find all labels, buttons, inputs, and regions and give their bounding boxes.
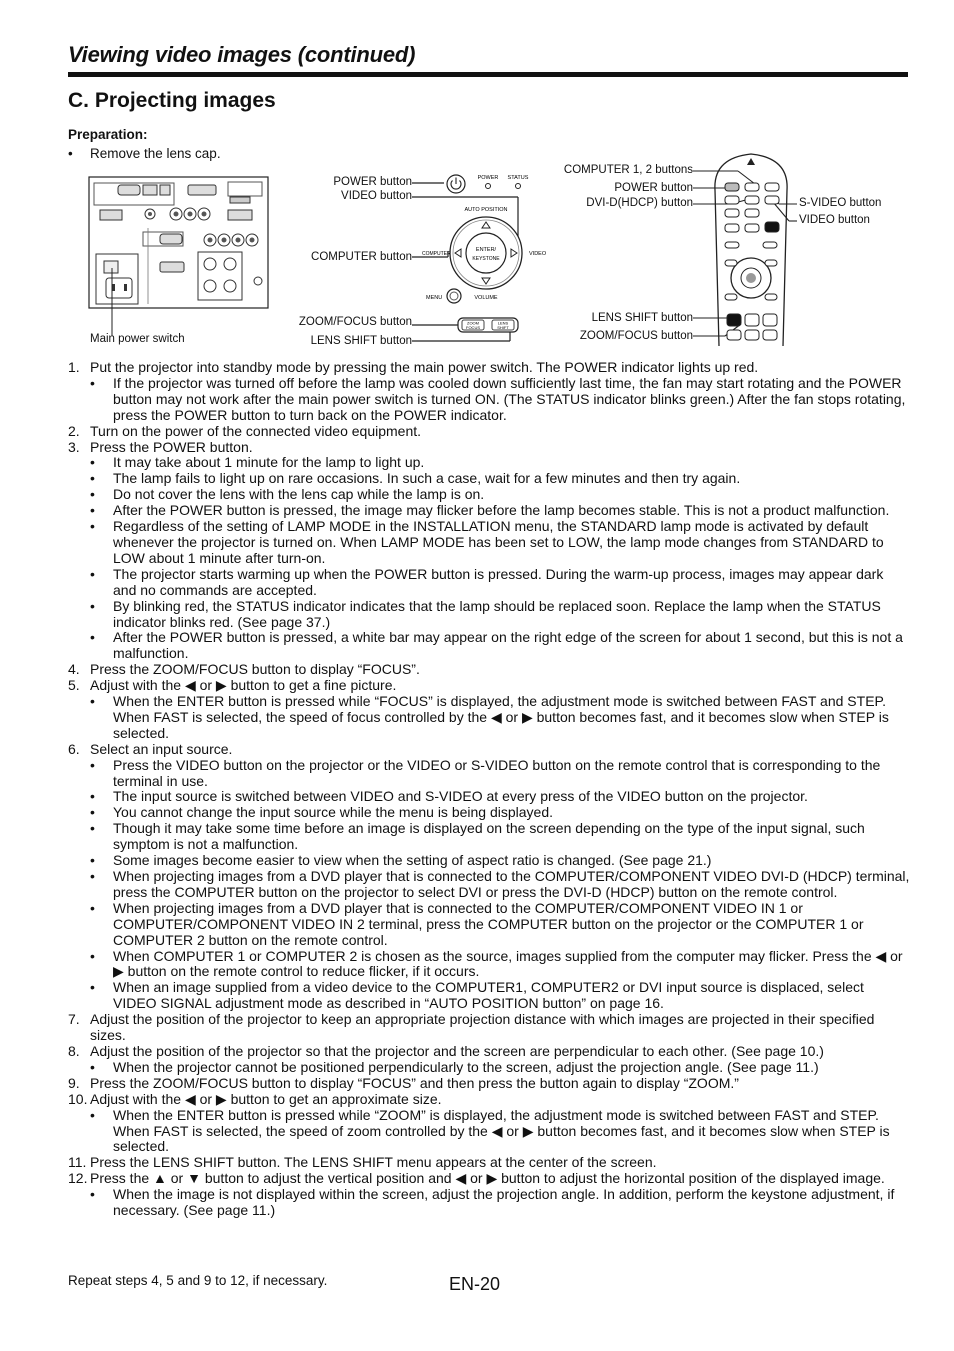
panel-computer-button-label: COMPUTER button [311,251,412,263]
step-bullet [68,1108,910,1156]
step-bullet [68,758,910,790]
step-number: 2. [68,422,80,439]
section-title: C. Projecting images [68,89,276,112]
bullet-text: Though it may take some time before an image is displayed on the screen depending on the type of the input signal, such symptom is not a malfunction. [113,820,865,853]
step-item [68,678,910,694]
bullet-text: It may take about 1 minute for the lamp to light up. [113,454,425,471]
bullet-text: If the projector was turned off before the lamp was cooled down sufficiently last time, the fan may start rotating and the POWER button may not work after the main power switch is turned ON. (The STATUS indicator blinks green.) After the fan stops rotating, press the POWER button to turn back on the POWER indicator. [113,374,906,423]
remote-lens-shift-button-label: LENS SHIFT button [591,312,693,324]
bullet-text: When the ENTER button is pressed while “FOCUS” is displayed, the adjustment mode is switched between FAST and STEP. When FAST is selected, the speed of focus controlled by the ◀ or ▶ button becomes fast, and it becomes slow when STEP is selected. [113,693,889,741]
step-number: 6. [68,740,80,757]
bullet-mark: • [90,502,95,519]
remote-dvi-button-label: DVI-D(HDCP) button [586,197,693,209]
panel-video-button-label: VIDEO button [341,190,412,202]
step-number: 5. [68,677,80,694]
video-text: VIDEO [529,251,547,257]
step-text: Select an input source. [90,740,233,757]
step-number: 7. [68,1011,80,1028]
step-text: Adjust the position of the projector to keep an appropriate projection distance with which images are projected in their specified sizes. [90,1011,875,1044]
bullet-mark: • [90,820,95,837]
step-text: Put the projector into standby mode by pressing the main power switch. The POWER indicator lights up red. [90,359,759,375]
remote-svideo-button-label: S-VIDEO button [799,197,882,209]
bullet-mark: • [90,629,95,646]
step-item [68,742,910,758]
remote-video-button-label: VIDEO button [799,214,870,226]
header-rule [68,72,908,77]
step-item [68,1044,910,1060]
step-bullet [68,599,910,631]
step-text: Adjust the position of the projector so that the projector and the screen are perpendicular to each other. (See page 10.) [90,1042,824,1059]
step-number: 1. [68,359,80,375]
step-item [68,1171,910,1187]
focus-text: FOCUS [466,325,480,330]
page-number: EN-20 [449,1274,501,1294]
bullet-text: Some images become easier to view when the setting of aspect ratio is changed. (See page 21.) [113,852,712,869]
step-number: 10. [68,1090,88,1107]
remote-power-button-label: POWER button [614,182,693,194]
bullet-text: By blinking red, the STATUS indicator indicates that the lamp should be replaced soon. Replace the lamp when the STATUS indicator blinks red. (See page 37.) [113,597,881,630]
computer-text: COMPUTER [422,251,451,257]
bullet-text: The lamp fails to light up on rare occasions. In such a case, wait for a few minutes and then try again. [113,470,741,487]
volume-text: VOLUME [474,295,498,301]
bullet-text: When projecting images from a DVD player that is connected to the COMPUTER/COMPONENT VIDEO IN 1 or COMPUTER/COMPONENT VIDEO IN 2 terminal, press the COMPUTER button on the projector or the COMPUTER 1 or COMPUTER 2 button on the remote control. [113,899,864,948]
step-bullet [68,853,910,869]
keystone-text: KEYSTONE [472,256,500,262]
step-item [68,1012,910,1044]
step-number: 12. [68,1170,88,1187]
bullet-mark: • [90,470,95,487]
bullet-text: When the ENTER button is pressed while “ZOOM” is displayed, the adjustment mode is switched between FAST and STEP. When FAST is selected, the speed of zoom controlled by the ◀ or ▶ button becomes fast, and it becomes slow when STEP is selected. [113,1106,890,1155]
bullet-mark: • [90,804,95,821]
steps-list [68,360,910,1219]
preparation-heading: Preparation: [68,127,148,142]
bullet-text: The projector starts warming up when the POWER button is pressed. During the warm-up process, images may appear dark and no commands are accepted. [113,565,884,598]
step-item [68,662,910,678]
zoom-text: ZOOM [467,320,479,326]
step-text: Adjust with the ◀ or ▶ button to get an approximate size. [90,1090,442,1107]
step-number: 8. [68,1042,80,1059]
step-bullet [68,487,910,503]
bullet-mark: • [90,868,95,884]
panel-lens-shift-button-label: LENS SHIFT button [310,335,412,347]
step-number: 9. [68,1074,80,1091]
bullet-text: When an image supplied from a video device to the COMPUTER1, COMPUTER2 or DVI input source is displaced, select VIDEO SIGNAL adjustment mode as described in “AUTO POSITION button” on page 16. [113,979,864,1012]
power-text: POWER [477,175,499,181]
step-number: 3. [68,438,80,455]
step-bullet [68,694,910,742]
step-number: 11. [68,1154,87,1171]
bullet-mark: • [90,899,95,916]
step-item [68,1155,910,1171]
bullet-mark: • [90,454,95,471]
bullet-mark: • [90,788,95,805]
bullet-mark: • [90,693,95,710]
menu-text: MENU [426,295,443,301]
terminal-panel-illustration [88,176,270,336]
bullet-mark: • [90,1106,95,1123]
bullet-mark: • [90,947,95,964]
step-number: 4. [68,661,80,678]
bullet-mark: • [90,518,95,535]
step-bullet [68,789,910,805]
step-text: Turn on the power of the connected video equipment. [90,422,422,439]
step-bullet [68,630,910,662]
bullet-text: After the POWER button is pressed, a white bar may appear on the right edge of the screen for about 1 second, but this is not a malfunction. [113,629,903,662]
panel-power-button-label: POWER button [333,176,412,188]
bullet-text: Press the VIDEO button on the projector or the VIDEO or S-VIDEO button on the remote control that is corresponding to the terminal in use. [113,756,881,789]
step-bullet [68,471,910,487]
preparation-item: • Remove the lens cap. [68,146,221,161]
auto-position-text: AUTO POSITION [464,207,508,213]
bullet-text: The input source is switched between VIDEO and S-VIDEO at every press of the VIDEO button on the projector. [113,788,808,805]
bullet-text: After the POWER button is pressed, the image may flicker before the lamp becomes stable. This is not a product malfunction. [113,502,890,519]
bullet-text: When COMPUTER 1 or COMPUTER 2 is chosen as the source, images supplied from the computer may flicker. Press the ◀ or ▶ button on the remote control to reduce flicker, if it occurs. [113,947,903,980]
step-item [68,440,910,456]
step-bullet [68,567,910,599]
panel-zoom-focus-button-label: ZOOM/FOCUS button [298,316,412,328]
repeat-note: Repeat steps 4, 5 and 9 to 12, if necessary. [68,1273,328,1288]
step-item [68,1076,910,1092]
step-bullet [68,455,910,471]
step-bullet [68,869,910,901]
remote-control-illustration [693,150,803,346]
step-text: Press the ZOOM/FOCUS button to display “FOCUS”. [90,661,420,678]
bullet-text: When projecting images from a DVD player that is connected to the COMPUTER/COMPONENT VIDEO DVI-D (HDCP) terminal, press the COMPUTER button on the projector to select DVI or press the DVI-D (HDCP) button on the remote control. [113,868,910,900]
step-text: Press the POWER button. [90,438,253,455]
bullet-mark: • [90,565,95,582]
bullet-text: You cannot change the input source while the menu is being displayed. [113,804,554,821]
step-text: Press the LENS SHIFT button. The LENS SHIFT menu appears at the center of the screen. [90,1154,657,1171]
remote-computer-buttons-label: COMPUTER 1, 2 buttons [563,164,693,176]
step-item [68,360,910,376]
step-bullet [68,376,910,424]
bullet-mark: • [90,597,95,614]
step-bullet [68,901,910,949]
step-text: Press the ▲ or ▼ button to adjust the vertical position and ◀ or ▶ button to adjust the horizontal position of the displayed image. [90,1170,885,1187]
bullet-mark: • [90,1058,95,1075]
step-bullet [68,980,910,1012]
shift-text: SHIFT [497,325,509,330]
step-item [68,424,910,440]
remote-zoom-focus-button-label: ZOOM/FOCUS button [579,330,693,342]
step-bullet [68,503,910,519]
bullet-mark: • [90,852,95,869]
step-bullet [68,805,910,821]
bullet-mark: • [90,756,95,773]
bullet-text: Regardless of the setting of LAMP MODE in the INSTALLATION menu, the STANDARD lamp mode is activated by default whenever the projector is turned on. When LAMP MODE has been set to LOW, the lamp mode changes from STANDARD to LOW about 1 minute after turn-on. [113,518,884,566]
bullet-text: Do not cover the lens with the lens cap while the lamp is on. [113,486,485,503]
step-bullet [68,1060,910,1076]
step-bullet [68,1187,910,1219]
bullet-text: When the projector cannot be positioned perpendicularly to the screen, adjust the projection angle. (See page 11.) [113,1058,819,1075]
bullet-mark: • [90,1186,95,1203]
step-text: Adjust with the ◀ or ▶ button to get a fine picture. [90,677,397,694]
status-text: STATUS [507,175,529,181]
bullet-text: When the image is not displayed within the screen, adjust the projection angle. In addition, perform the keystone adjustment, if necessary. (See page 11.) [113,1186,895,1219]
step-item [68,1092,910,1108]
bullet-mark: • [90,486,95,503]
step-text: Press the ZOOM/FOCUS button to display “FOCUS” and then press the button again to display “ZOOM.” [90,1074,739,1091]
main-power-switch-label: Main power switch [90,333,185,345]
bullet-mark: • [90,374,95,391]
step-bullet [68,949,910,981]
step-bullet [68,821,910,853]
header-title: Viewing video images (continued) [68,42,416,67]
lens-text: LENS [497,320,509,326]
enter-text: ENTER/ [475,247,497,253]
bullet-mark: • [90,979,95,996]
step-bullet [68,519,910,567]
